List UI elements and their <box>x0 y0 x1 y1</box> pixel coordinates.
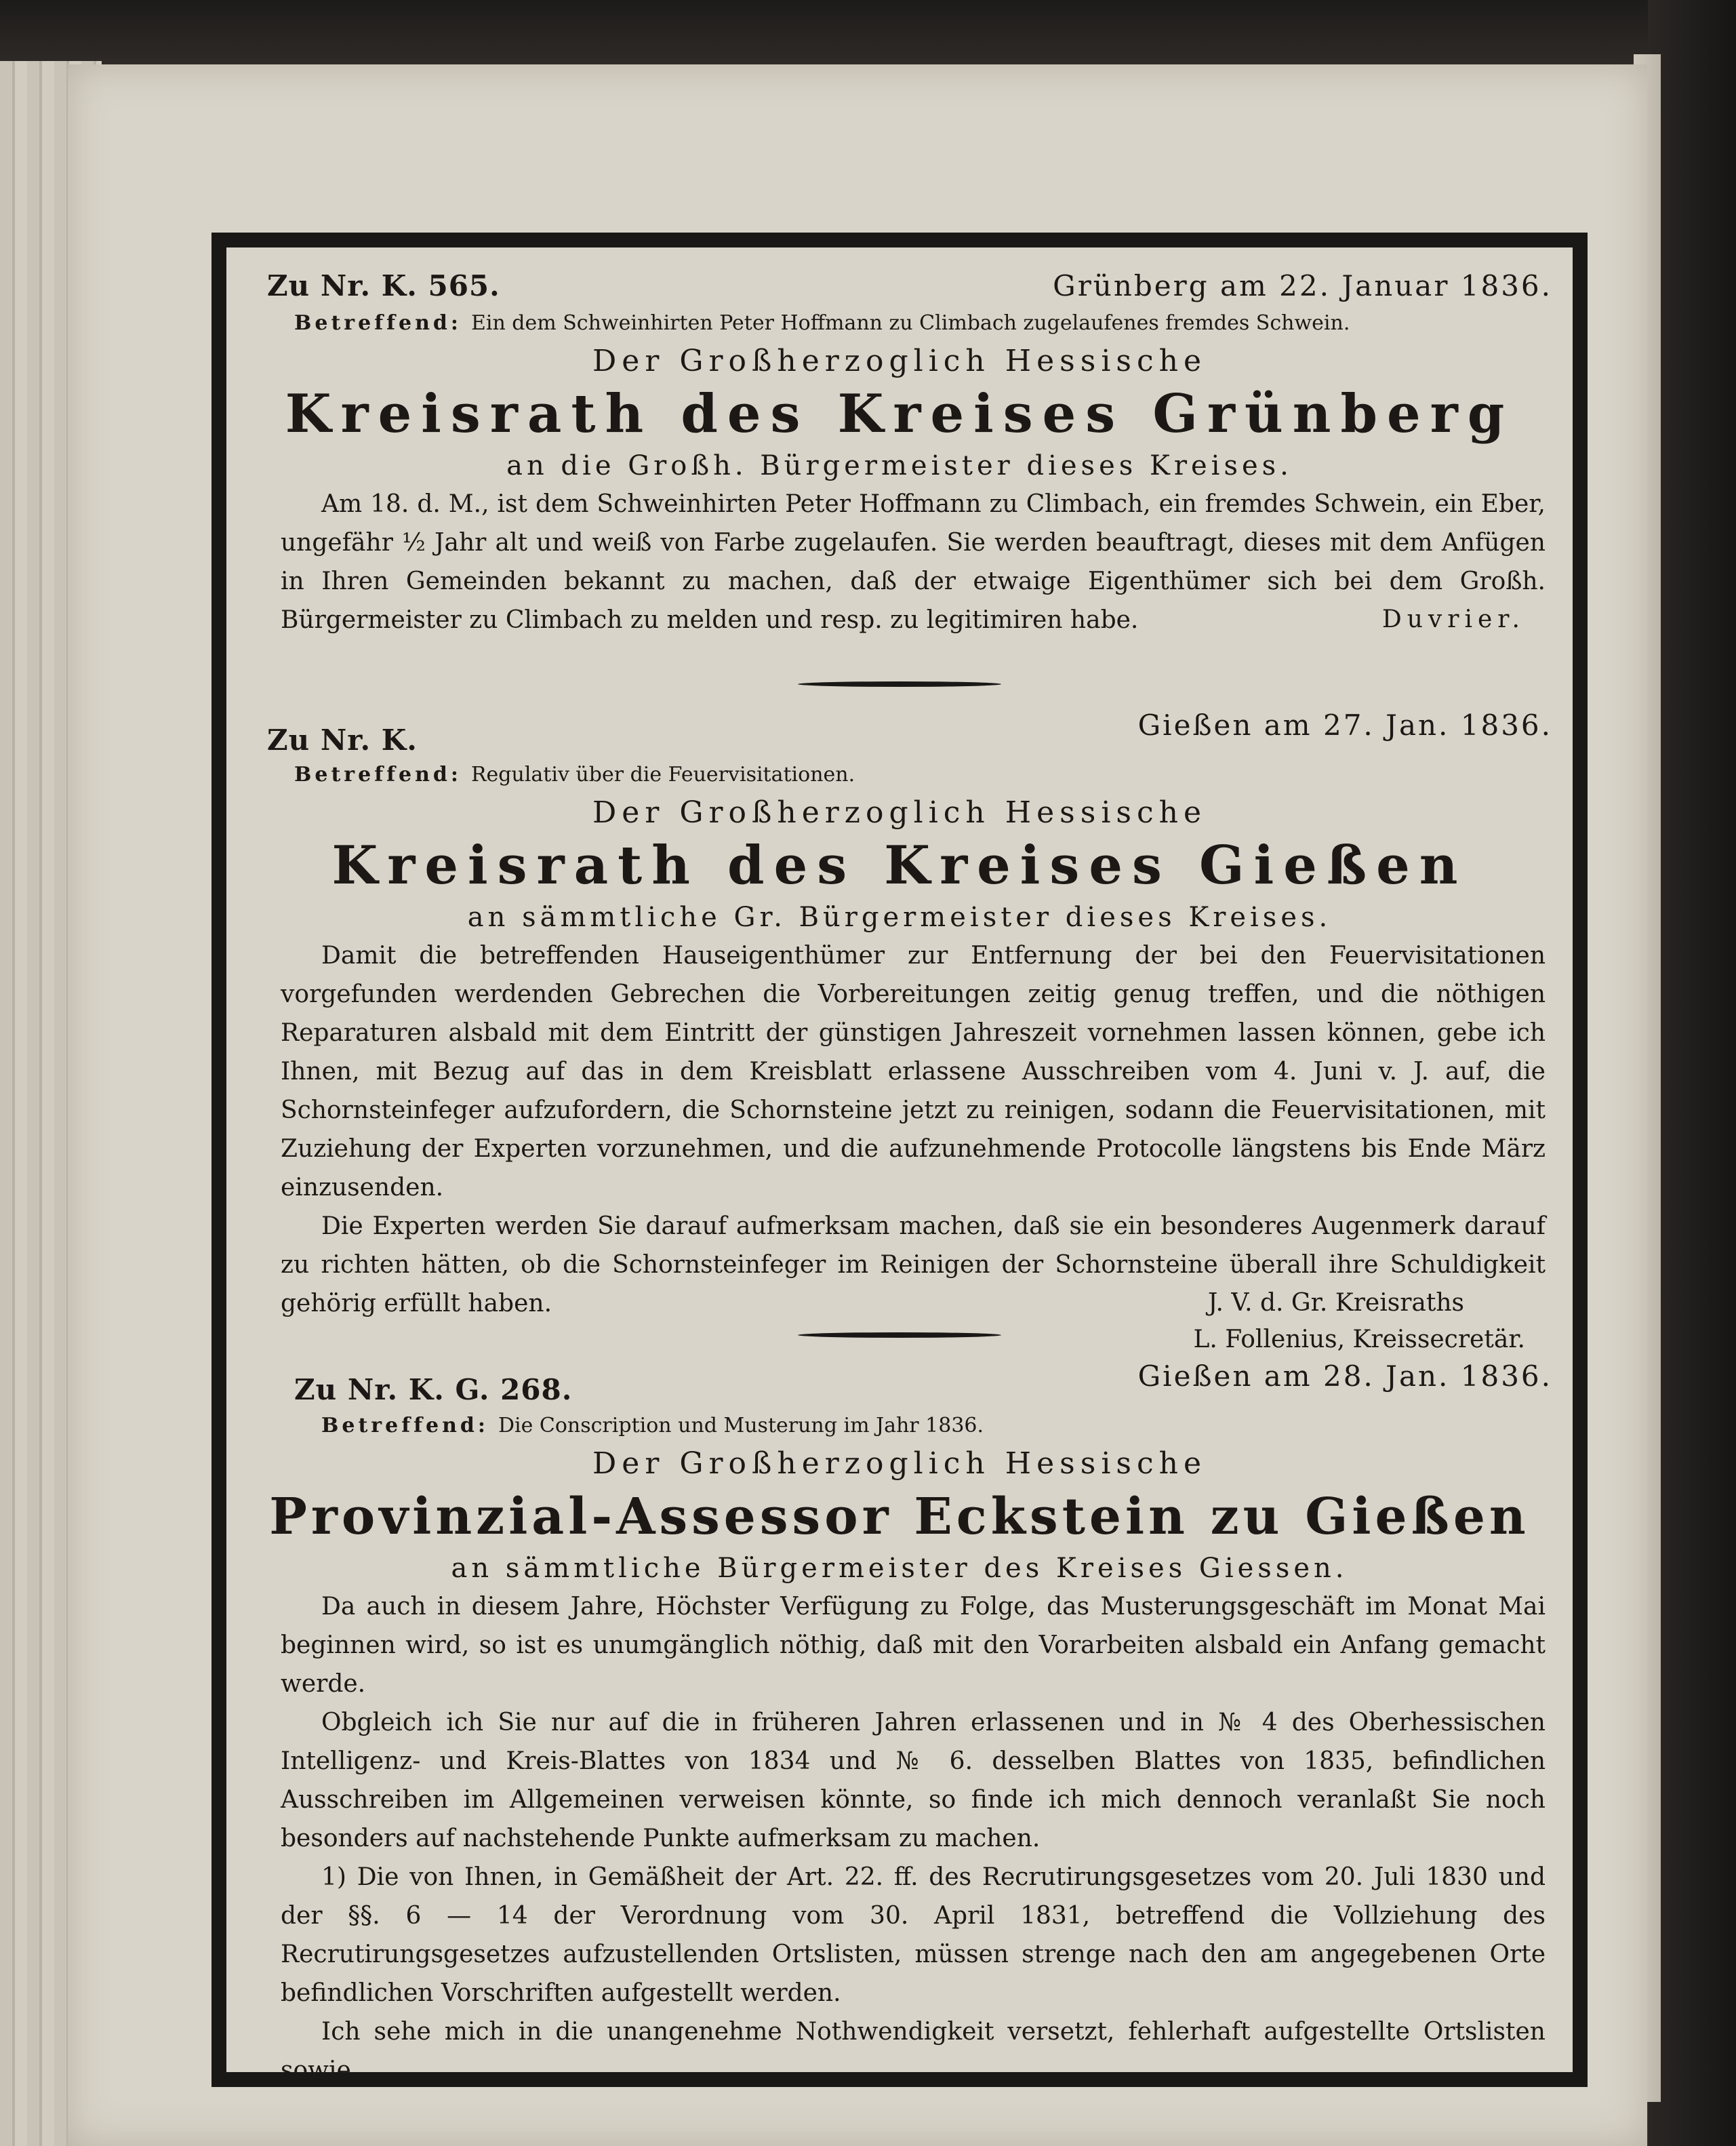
notice-subject <box>226 310 1573 337</box>
notice-subject <box>226 761 1573 789</box>
subject-label: Betreffend: <box>294 311 462 335</box>
notice-title: Provinzial-Assessor Eckstein zu Gießen <box>269 1488 1530 1546</box>
notice-paragraph: Am 18. d. M., ist dem Schweinhirten Peter Hoffmann zu Climbach, ein fremdes Schwein, ein Eber, ungefähr ½ Jahr alt und weiß von Farbe zugelaufen. Sie werden beauftragt, dieses mit dem Anfügen in Ihren Gemeinden bekannt zu machen, daß der etwaige Eigenthümer sich bei dem Großh. Bürgermeister zu Climbach zu melden und resp. zu legitimiren habe. <box>281 490 1546 634</box>
notice-3 <box>226 1359 1573 2090</box>
notice-date: Grünberg am 22. Januar 1836. <box>1053 269 1552 302</box>
notice-authority: Der Großherzoglich Hessische <box>592 344 1207 378</box>
notice-2 <box>226 709 1573 1358</box>
section-divider <box>798 681 1001 687</box>
notice-paragraph: Ich sehe mich in die unangenehme Nothwendigkeit versetzt, fehlerhaft aufgestellte Ortslisten sowie <box>281 2018 1546 2084</box>
subject-label: Betreffend: <box>294 763 462 787</box>
notice-recipient: an sämmtliche Bürgermeister des Kreises Giessen. <box>451 1553 1348 1584</box>
book-spine-right <box>1648 0 1736 2146</box>
notice-paragraph: Obgleich ich Sie nur auf die in früheren Jahren erlassenen und in № 4 des Oberhessischen Intelligenz- und Kreis-Blattes von 1834 und № 6. desselben Blattes von 1835, befindlichen Ausschreiben im Allgemeinen verweisen könnte, so finde ich mich dennoch veranlaßt Sie noch besonders auf nachstehende Punkte aufmerksam zu machen. <box>281 1709 1546 1852</box>
notice-date: Gießen am 28. Jan. 1836. <box>1137 1359 1552 1393</box>
notice-authority: Der Großherzoglich Hessische <box>592 1446 1207 1481</box>
notice-subject <box>226 1412 1573 1439</box>
notice-body <box>226 1587 1573 2090</box>
notice-body <box>226 936 1573 1323</box>
notice-paragraph: Damit die betreffenden Hauseigenthümer zur Entfernung der bei den Feuervisitationen vorgefunden werdenden Gebrechen die Vorbereitungen zeitig genug treffen, und die nöthigen Reparaturen alsbald mit dem Eintritt der günstigen Jahreszeit vornehmen lassen können, gebe ich Ihnen, mit Bezug auf das in dem Kreisblatt erlassene Ausschreiben vom 4. Juni v. J. auf, die Schornsteinfeger aufzufordern, die Schornsteine jetzt zu reinigen, sodann die Feuervisitationen, mit Zuziehung der Experten vorzunehmen, und die aufzunehmende Protocolle längstens bis Ende März einzusenden. <box>281 942 1546 1201</box>
notice-signature: Duvrier. <box>1381 605 1525 633</box>
notice-signature-line-2: L. Follenius, Kreissecretär. <box>1193 1326 1525 1353</box>
notice-paragraph: 1) Die von Ihnen, in Gemäßheit der Art. 22. ff. des Recrutirungsgesetzes vom 20. Juli 1830 und der §§. 6 — 14 der Verordnung vom 30. April 1831, betreffend die Vollziehung des Recrutirungsgesetzes aufzustellenden Ortslisten, müssen strenge nach den am angegebenen Orte befindlichen Vorschriften aufgestellt werden. <box>281 1863 1546 2007</box>
black-border-frame <box>211 233 1588 2087</box>
notice-recipient: an die Großh. Bürgermeister dieses Kreises. <box>506 450 1293 481</box>
subject-text: Ein dem Schweinhirten Peter Hoffmann zu Climbach zugelaufenes fremdes Schwein. <box>470 311 1350 335</box>
notice-paragraph: Die Experten werden Sie darauf aufmerksam machen, daß sie ein besonderes Augenmerk darauf zu richten hätten, ob die Schornsteinfeger im Reinigen der Schornsteine überall ihre Schuldigkeit gehörig erfüllt haben. <box>281 1212 1546 1317</box>
subject-text: Regulativ über die Feuervisitationen. <box>470 763 855 787</box>
notice-title: Kreisrath des Kreises Grünberg <box>285 383 1514 445</box>
notice-ref: Zu Nr. K. <box>267 723 418 757</box>
notice-date: Gießen am 27. Jan. 1836. <box>1137 709 1552 742</box>
notice-authority: Der Großherzoglich Hessische <box>592 795 1207 830</box>
newspaper-page <box>68 64 1647 2146</box>
subject-label: Betreffend: <box>321 1414 489 1437</box>
notice-recipient: an sämmtliche Gr. Bürgermeister dieses Kreises. <box>467 902 1332 933</box>
notice-paragraph: Da auch in diesem Jahre, Höchster Verfügung zu Folge, das Musterungsgeschäft im Monat Mai beginnen wird, so ist es unumgänglich nöthig, daß mit den Vorarbeiten alsbald ein Anfang gemacht werde. <box>281 1593 1546 1698</box>
notice-ref: Zu Nr. K. 565. <box>267 269 500 302</box>
notice-1 <box>226 269 1573 638</box>
notice-title: Kreisrath des Kreises Gießen <box>331 835 1468 896</box>
notice-signature-line-1: J. V. d. Gr. Kreisraths <box>1207 1289 1464 1317</box>
book-cover-top <box>0 0 1736 64</box>
notice-ref: Zu Nr. K. G. 268. <box>294 1373 573 1406</box>
subject-text: Die Conscription und Musterung im Jahr 1836. <box>498 1414 984 1437</box>
section-divider <box>798 1332 1001 1338</box>
